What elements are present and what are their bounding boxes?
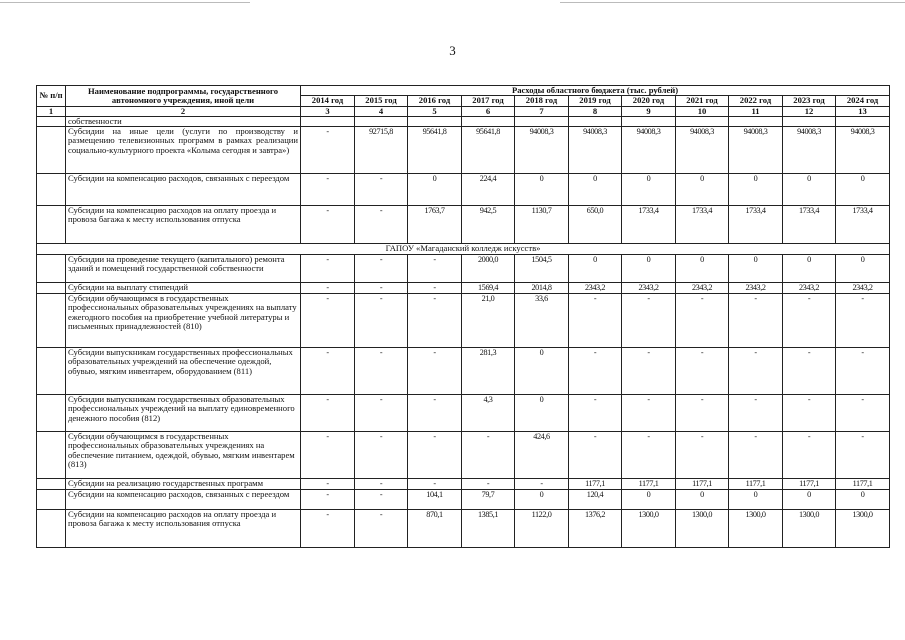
value-cell: - — [301, 479, 355, 490]
value-cell: 92715,8 — [355, 127, 408, 174]
value-cell: - — [729, 348, 783, 395]
row-number-cell — [37, 510, 66, 548]
value-cell: 2343,2 — [729, 283, 783, 294]
value-cell: 0 — [836, 490, 890, 510]
row-name: Субсидии на проведение текущего (капитального) ремонта зданий и помещений государственной собственности — [66, 255, 301, 283]
value-cell: - — [783, 395, 836, 432]
row-name: Субсидии выпускникам государственных профессиональных образовательных учреждений на обеспечение одеждой, обувью, мягким инвентарем, оборудованием (811) — [66, 348, 301, 395]
value-cell: - — [408, 395, 462, 432]
table-row — [37, 294, 890, 348]
table-row — [37, 116, 890, 126]
row-name: Субсидии выпускникам государственных образовательных профессиональных учреждений на выплату единовременного денежного пособия (812) — [66, 395, 301, 432]
value-cell: 0 — [569, 174, 622, 206]
value-cell: - — [301, 395, 355, 432]
value-cell: 94008,3 — [783, 127, 836, 174]
value-cell: - — [729, 294, 783, 348]
header-year: 2014 год — [301, 96, 355, 106]
value-cell: - — [729, 395, 783, 432]
value-cell: - — [408, 294, 462, 348]
value-cell: - — [355, 294, 408, 348]
row-number-cell — [37, 255, 66, 283]
row-name: Субсидии на реализацию государственных программ — [66, 479, 301, 490]
value-cell: - — [569, 395, 622, 432]
header-year: 2022 год — [729, 96, 783, 106]
value-cell: 1733,4 — [676, 206, 729, 244]
value-cell: 1504,5 — [515, 255, 569, 283]
value-cell: 0 — [783, 490, 836, 510]
value-cell: - — [301, 432, 355, 479]
value-cell: 104,1 — [408, 490, 462, 510]
header-year: 2017 год — [462, 96, 515, 106]
row-name: Субсидии обучающимся в государственных профессиональных образовательных учреждениях на обеспечение питанием, одеждой, обувью, мягким инвентарем (813) — [66, 432, 301, 479]
section-title: ГАПОУ «Магаданский колледж искусств» — [37, 244, 890, 255]
header-year: 2015 год — [355, 96, 408, 106]
value-cell: 0 — [515, 395, 569, 432]
value-cell: - — [676, 432, 729, 479]
column-number: 12 — [783, 106, 836, 116]
value-cell: - — [301, 490, 355, 510]
value-cell: - — [515, 479, 569, 490]
value-cell: 94008,3 — [622, 127, 676, 174]
value-cell: 0 — [783, 255, 836, 283]
header-expenses: Расходы областного бюджета (тыс. рублей) — [301, 86, 890, 96]
row-number-cell — [37, 206, 66, 244]
value-cell: - — [408, 348, 462, 395]
value-cell: 95641,8 — [462, 127, 515, 174]
value-cell — [355, 116, 408, 126]
value-cell: 2343,2 — [836, 283, 890, 294]
value-cell: - — [729, 432, 783, 479]
value-cell: 0 — [836, 174, 890, 206]
value-cell: 0 — [729, 255, 783, 283]
row-name: Субсидии на компенсацию расходов на оплату проезда и провоза багажа к месту использования отпуска — [66, 510, 301, 548]
value-cell: - — [301, 206, 355, 244]
value-cell: - — [676, 395, 729, 432]
value-cell: - — [569, 432, 622, 479]
value-cell: 4,3 — [462, 395, 515, 432]
value-cell: - — [301, 174, 355, 206]
column-number: 1 — [37, 106, 66, 116]
value-cell: 0 — [836, 255, 890, 283]
value-cell: - — [355, 490, 408, 510]
value-cell — [783, 116, 836, 126]
value-cell: - — [301, 127, 355, 174]
value-cell: 120,4 — [569, 490, 622, 510]
row-number-cell — [37, 294, 66, 348]
value-cell: 1763,7 — [408, 206, 462, 244]
header-year: 2023 год — [783, 96, 836, 106]
value-cell: 1130,7 — [515, 206, 569, 244]
value-cell: 224,4 — [462, 174, 515, 206]
column-number: 8 — [569, 106, 622, 116]
value-cell: - — [783, 432, 836, 479]
value-cell: 1733,4 — [783, 206, 836, 244]
value-cell: 650,0 — [569, 206, 622, 244]
value-cell: - — [355, 510, 408, 548]
table-row — [37, 174, 890, 206]
value-cell — [836, 116, 890, 126]
row-number-cell — [37, 432, 66, 479]
table-row — [37, 490, 890, 510]
header-year: 2019 год — [569, 96, 622, 106]
table-row — [37, 348, 890, 395]
value-cell — [729, 116, 783, 126]
value-cell: - — [836, 432, 890, 479]
value-cell: - — [355, 432, 408, 479]
column-number: 11 — [729, 106, 783, 116]
value-cell: 95641,8 — [408, 127, 462, 174]
table-row — [37, 206, 890, 244]
value-cell: 1177,1 — [569, 479, 622, 490]
value-cell: 0 — [729, 174, 783, 206]
table-row — [37, 432, 890, 479]
value-cell: 1177,1 — [622, 479, 676, 490]
value-cell: - — [676, 294, 729, 348]
column-number: 13 — [836, 106, 890, 116]
value-cell: - — [301, 294, 355, 348]
value-cell: 2343,2 — [676, 283, 729, 294]
value-cell: 1376,2 — [569, 510, 622, 548]
row-name: Субсидии на выплату стипендий — [66, 283, 301, 294]
value-cell: - — [569, 348, 622, 395]
value-cell: - — [355, 479, 408, 490]
header-year: 2016 год — [408, 96, 462, 106]
value-cell: 1177,1 — [836, 479, 890, 490]
row-name: Субсидии на компенсацию расходов, связанных с переездом — [66, 490, 301, 510]
column-number: 9 — [622, 106, 676, 116]
header-year: 2020 год — [622, 96, 676, 106]
value-cell: 2343,2 — [569, 283, 622, 294]
column-number: 6 — [462, 106, 515, 116]
value-cell: 1177,1 — [676, 479, 729, 490]
value-cell: 1177,1 — [783, 479, 836, 490]
value-cell: 94008,3 — [729, 127, 783, 174]
value-cell: - — [622, 432, 676, 479]
table-row — [37, 479, 890, 490]
header-year: 2021 год — [676, 96, 729, 106]
value-cell: 1300,0 — [676, 510, 729, 548]
section-row — [37, 244, 890, 255]
value-cell: 942,5 — [462, 206, 515, 244]
value-cell: - — [569, 294, 622, 348]
table-row — [37, 395, 890, 432]
row-number-cell — [37, 127, 66, 174]
value-cell: - — [355, 255, 408, 283]
value-cell: - — [836, 395, 890, 432]
value-cell: 1733,4 — [729, 206, 783, 244]
value-cell: 1385,1 — [462, 510, 515, 548]
value-cell: 33,6 — [515, 294, 569, 348]
value-cell: 0 — [676, 174, 729, 206]
value-cell: - — [408, 283, 462, 294]
value-cell: 1122,0 — [515, 510, 569, 548]
value-cell: 0 — [783, 174, 836, 206]
value-cell: 94008,3 — [676, 127, 729, 174]
column-number: 5 — [408, 106, 462, 116]
value-cell: 79,7 — [462, 490, 515, 510]
value-cell: - — [408, 432, 462, 479]
value-cell: 0 — [622, 174, 676, 206]
value-cell — [462, 116, 515, 126]
value-cell: 0 — [622, 490, 676, 510]
table-row — [37, 283, 890, 294]
row-number-cell — [37, 395, 66, 432]
value-cell: - — [355, 283, 408, 294]
value-cell: 0 — [569, 255, 622, 283]
value-cell: 1569,4 — [462, 283, 515, 294]
value-cell: - — [355, 348, 408, 395]
value-cell: 1300,0 — [783, 510, 836, 548]
page-number: 3 — [449, 43, 456, 58]
column-number: 3 — [301, 106, 355, 116]
value-cell: 2014,8 — [515, 283, 569, 294]
value-cell: 1733,4 — [836, 206, 890, 244]
value-cell: 2343,2 — [783, 283, 836, 294]
value-cell: - — [301, 348, 355, 395]
table-row — [37, 127, 890, 174]
row-name: Субсидии на компенсацию расходов на оплату проезда и провоза багажа к месту использования отпуска — [66, 206, 301, 244]
table-row — [37, 255, 890, 283]
value-cell — [569, 116, 622, 126]
row-name: Субсидии на иные цели (услуги по производству и размещению телевизионных программ в рамках реализации социально-культурного проекта «Колыма сегодня и завтра») — [66, 127, 301, 174]
header-year: 2024 год — [836, 96, 890, 106]
row-name: Субсидии на компенсацию расходов, связанных с переездом — [66, 174, 301, 206]
column-number: 2 — [66, 106, 301, 116]
value-cell: 424,6 — [515, 432, 569, 479]
header-num: № п/п — [37, 86, 66, 107]
value-cell: - — [301, 255, 355, 283]
table-row — [37, 510, 890, 548]
value-cell: - — [301, 510, 355, 548]
value-cell — [301, 116, 355, 126]
value-cell: - — [355, 395, 408, 432]
value-cell: - — [622, 348, 676, 395]
scan-artifact-line — [560, 2, 905, 3]
value-cell: - — [408, 255, 462, 283]
value-cell: - — [783, 348, 836, 395]
value-cell: 0 — [676, 490, 729, 510]
value-cell: 0 — [515, 348, 569, 395]
row-number-cell — [37, 479, 66, 490]
value-cell: - — [462, 479, 515, 490]
value-cell: 281,3 — [462, 348, 515, 395]
value-cell: - — [462, 432, 515, 479]
header-year: 2018 год — [515, 96, 569, 106]
value-cell: 94008,3 — [569, 127, 622, 174]
value-cell: 2000,0 — [462, 255, 515, 283]
value-cell: 0 — [515, 490, 569, 510]
value-cell — [676, 116, 729, 126]
value-cell: - — [408, 479, 462, 490]
value-cell: 1300,0 — [622, 510, 676, 548]
value-cell: - — [301, 283, 355, 294]
value-cell: 1733,4 — [622, 206, 676, 244]
value-cell: 0 — [676, 255, 729, 283]
row-number-cell — [37, 348, 66, 395]
row-number-cell — [37, 283, 66, 294]
value-cell: - — [783, 294, 836, 348]
value-cell: - — [622, 294, 676, 348]
row-name: собственности — [66, 116, 301, 126]
value-cell: 0 — [622, 255, 676, 283]
budget-table — [36, 85, 890, 548]
value-cell: - — [836, 294, 890, 348]
value-cell: 0 — [729, 490, 783, 510]
value-cell: - — [355, 206, 408, 244]
scan-artifact-line — [0, 2, 250, 3]
value-cell: 94008,3 — [515, 127, 569, 174]
row-number-cell — [37, 174, 66, 206]
column-number: 10 — [676, 106, 729, 116]
value-cell: 1300,0 — [729, 510, 783, 548]
column-number: 4 — [355, 106, 408, 116]
value-cell: 0 — [408, 174, 462, 206]
value-cell: 94008,3 — [836, 127, 890, 174]
row-name: Субсидии обучающимся в государственных профессиональных образовательных учреждениях на выплату ежегодного пособия на приобретение учебной литературы и письменных принадлежностей (810) — [66, 294, 301, 348]
value-cell: 1300,0 — [836, 510, 890, 548]
header-name: Наименование подпрограммы, государственного автономного учреждения, иной цели — [66, 86, 301, 107]
value-cell: - — [836, 348, 890, 395]
value-cell: 0 — [515, 174, 569, 206]
row-number-cell — [37, 490, 66, 510]
value-cell — [408, 116, 462, 126]
value-cell: 2343,2 — [622, 283, 676, 294]
value-cell: - — [355, 174, 408, 206]
value-cell — [622, 116, 676, 126]
row-number-cell — [37, 116, 66, 126]
value-cell: 1177,1 — [729, 479, 783, 490]
value-cell — [515, 116, 569, 126]
value-cell: - — [676, 348, 729, 395]
value-cell: - — [622, 395, 676, 432]
column-number: 7 — [515, 106, 569, 116]
value-cell: 21,0 — [462, 294, 515, 348]
value-cell: 870,1 — [408, 510, 462, 548]
